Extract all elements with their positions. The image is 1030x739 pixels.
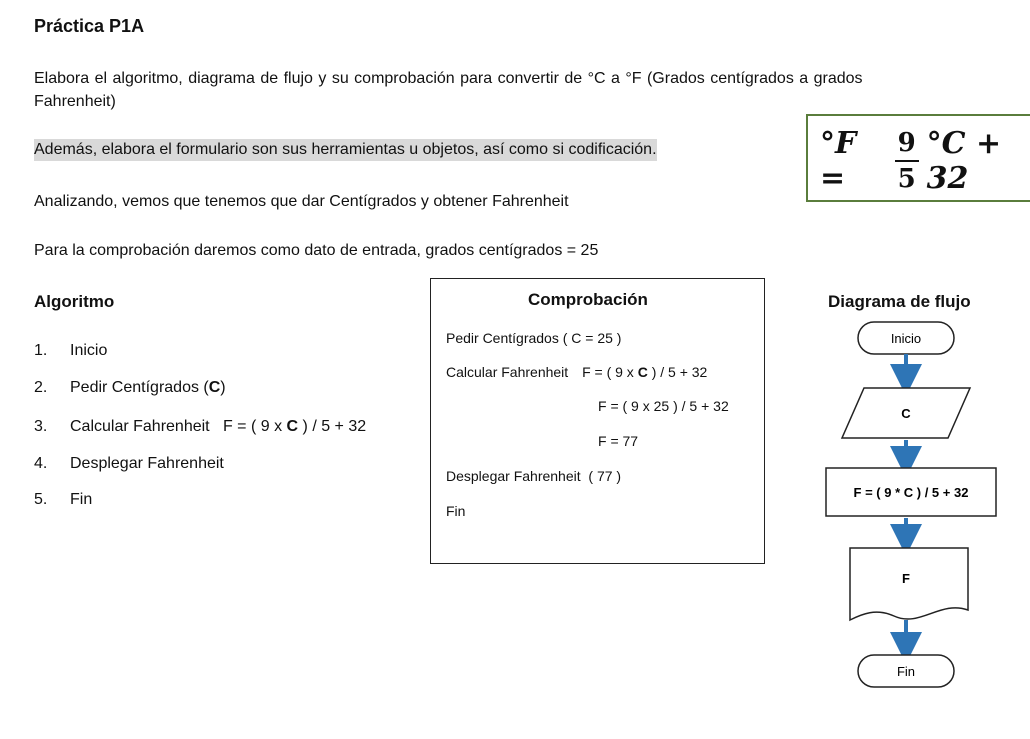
check-calc-step2: F = ( 9 x 25 ) / 5 + 32	[598, 398, 729, 414]
conversion-formula	[820, 126, 1030, 196]
check-box	[430, 278, 765, 564]
formula-lhs: °F =	[820, 126, 857, 196]
check-data-line: Para la comprobación daremos como dato de entrada, grados centígrados = 25	[34, 242, 599, 259]
step-text: Calcular Fahrenheit F = ( 9 x	[70, 418, 287, 435]
check-calc-label: Calcular Fahrenheit	[446, 364, 569, 380]
check-display: Desplegar Fahrenheit ( 77 )	[446, 468, 622, 484]
intro-line-2: Fahrenheit)	[34, 93, 116, 110]
flowchart	[820, 310, 1020, 690]
step-text: Pedir Centígrados (	[70, 379, 209, 396]
formula-denominator: 5	[897, 164, 916, 194]
check-calc-step3: F = 77	[598, 433, 639, 449]
step-tail: )	[220, 379, 226, 396]
step-text: Inicio	[70, 342, 108, 359]
formula-rhs: °C + 32	[926, 126, 1002, 196]
step-number: 1.	[34, 342, 48, 359]
check-end: Fin	[446, 503, 466, 519]
check-calc-post: ) / 5 + 32	[647, 364, 708, 380]
check-calc	[446, 364, 707, 380]
step-var: C	[208, 379, 221, 396]
algorithm-heading: Algoritmo	[34, 292, 115, 311]
formula-box	[806, 114, 1030, 202]
algorithm-step-4	[34, 455, 224, 473]
formula-numerator: 9	[897, 128, 916, 158]
fraction-bar	[895, 160, 919, 162]
step-tail: ) / 5 + 32	[298, 418, 367, 435]
formula-fraction	[895, 128, 919, 194]
step-number: 4.	[34, 455, 48, 472]
check-calc-var: C	[637, 364, 648, 380]
highlighted-instruction: Además, elabora el formulario son sus herramientas u objetos, así como si codificación.	[34, 139, 657, 161]
start-label: Inicio	[890, 331, 922, 346]
flow-heading: Diagrama de flujo	[828, 292, 971, 311]
step-number: 5.	[34, 491, 48, 508]
process-label: F = ( 9 * C ) / 5 + 32	[853, 485, 969, 500]
end-label: Fin	[896, 664, 916, 679]
step-number: 2.	[34, 379, 48, 396]
algorithm-step-3	[34, 418, 366, 436]
check-heading: Comprobación	[528, 290, 648, 309]
check-calc-pre: F = ( 9 x	[582, 364, 638, 380]
step-number: 3.	[34, 418, 48, 435]
step-var: C	[286, 418, 299, 435]
output-label: F	[902, 571, 910, 586]
algorithm-step-1	[34, 342, 107, 360]
step-text: Fin	[70, 491, 93, 508]
intro-line-1: Elabora el algoritmo, diagrama de flujo y su comprobación para convertir de °C a °F (Grados centígrados a grados	[34, 70, 863, 87]
step-text: Desplegar Fahrenheit	[70, 455, 224, 472]
analysis-line: Analizando, vemos que tenemos que dar Centígrados y obtener Fahrenheit	[34, 193, 569, 210]
input-label: C	[901, 406, 911, 421]
algorithm-step-5	[34, 491, 92, 509]
page-title: Práctica P1A	[34, 16, 145, 36]
algorithm-step-2	[34, 379, 226, 397]
check-ask: Pedir Centígrados ( C = 25 )	[446, 330, 622, 346]
